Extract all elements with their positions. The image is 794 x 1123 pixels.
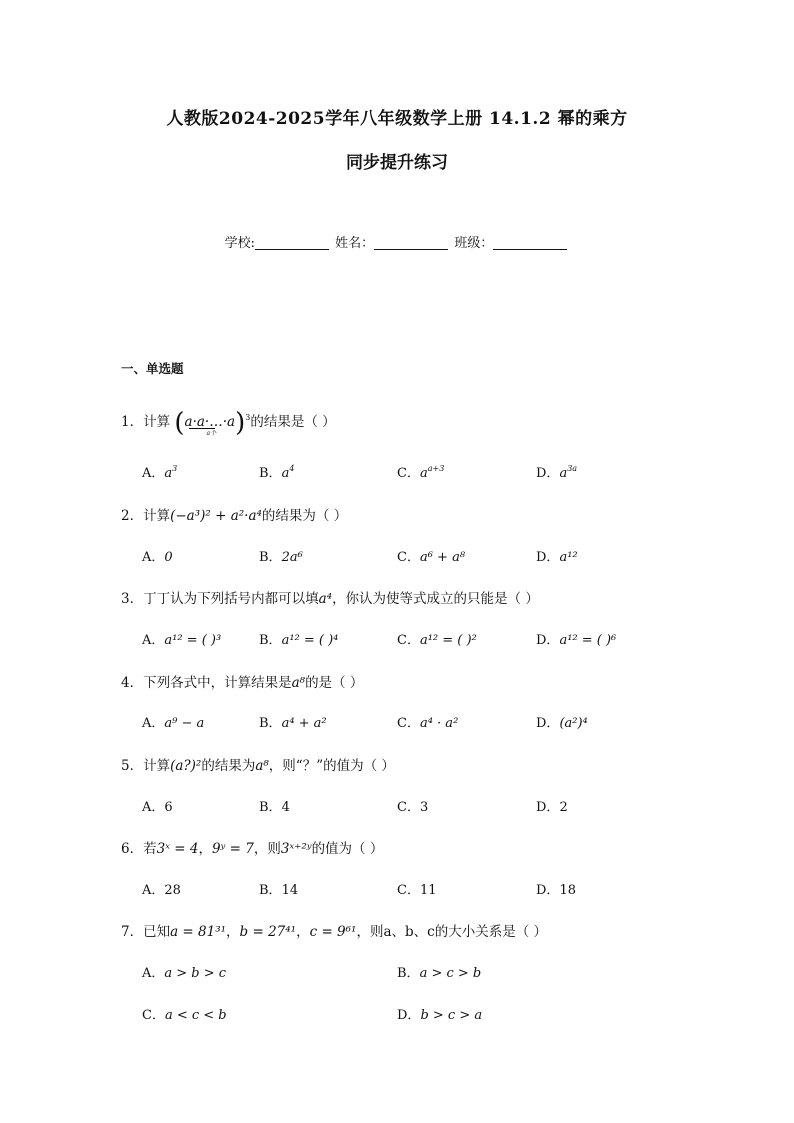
class-blank[interactable] <box>493 235 567 250</box>
option-a[interactable]: A．0 <box>142 550 173 565</box>
option-c[interactable]: C．a⁴ · a² <box>397 716 459 731</box>
class-label: 班级： <box>454 236 494 251</box>
question-1: 1．计算 (a·a·…·a a个 )$^3$的结果是（ ） <box>121 408 336 438</box>
option-a[interactable]: A．a > b > c <box>142 966 227 981</box>
option-d[interactable]: D．2 <box>536 800 568 815</box>
question-prefix: 计算 <box>143 414 171 430</box>
option-a[interactable]: A．$a^3$ <box>142 464 178 481</box>
question-7: 7．已知a = 81³¹，b = 27⁴¹，c = 9⁶¹，则a、b、c的大小关系是（ ） <box>121 924 548 940</box>
option-c[interactable]: C．a < c < b <box>142 1008 227 1023</box>
option-d[interactable]: D．18 <box>536 883 576 898</box>
option-b[interactable]: B．$a^4$ <box>259 464 295 481</box>
underbrace-label: a个 <box>206 430 217 437</box>
name-blank[interactable] <box>374 235 448 250</box>
option-a[interactable]: A．28 <box>142 883 181 898</box>
question-number: 1． <box>121 414 144 430</box>
option-d[interactable]: D．b > c > a <box>397 1008 483 1023</box>
name-label: 姓名： <box>335 236 375 251</box>
page-subtitle: 同步提升练习 <box>346 153 448 173</box>
option-d[interactable]: D．a¹² = ( )⁶ <box>536 633 617 648</box>
option-d[interactable]: D．a¹² <box>536 550 578 565</box>
option-b[interactable]: B．a¹² = ( )⁴ <box>259 633 339 648</box>
option-c[interactable]: C．$a^{a+3}$ <box>397 464 445 481</box>
question-2: 2．计算(−a³)² + a²·a⁴的结果为（ ） <box>121 508 348 524</box>
option-b[interactable]: B．a > c > b <box>397 966 482 981</box>
question-6: 6．若3ˣ = 4，9ʸ = 7，则3ˣ⁺²ʸ的值为（ ） <box>121 841 384 857</box>
school-blank[interactable] <box>255 235 329 250</box>
option-c[interactable]: C．11 <box>397 883 437 898</box>
option-d[interactable]: D．$a^{3a}$ <box>536 464 578 481</box>
option-d[interactable]: D．(a²)⁴ <box>536 716 588 731</box>
option-b[interactable]: B．4 <box>259 800 290 815</box>
outer-power: 3 <box>245 413 251 422</box>
question-3: 3．丁丁认为下列括号内都可以填a⁴，你认为使等式成立的只能是（ ） <box>121 591 539 607</box>
option-c[interactable]: C．3 <box>397 800 429 815</box>
question-4: 4．下列各式中，计算结果是a⁸的是（ ） <box>121 675 364 691</box>
option-c[interactable]: C．a¹² = ( )² <box>397 633 477 648</box>
product-expression: a·a·…·a a个 <box>184 414 236 437</box>
option-b[interactable]: B．a⁴ + a² <box>259 716 327 731</box>
expression: (−a³)² + a²·a⁴ <box>170 508 262 524</box>
student-info-line <box>0 232 794 251</box>
page-title: 人教版2024-2025学年八年级数学上册 14.1.2 幂的乘方 <box>166 109 628 129</box>
question-suffix: 的结果是（ ） <box>250 414 336 430</box>
school-label: 学校: <box>224 236 256 251</box>
option-b[interactable]: B．14 <box>259 883 299 898</box>
option-b[interactable]: B．2a⁶ <box>259 550 303 565</box>
option-a[interactable]: A．a⁹ − a <box>142 716 205 731</box>
option-a[interactable]: A．6 <box>142 800 173 815</box>
option-c[interactable]: C．a⁶ + a⁸ <box>397 550 466 565</box>
option-a[interactable]: A．a¹² = ( )³ <box>142 633 222 648</box>
section-title: 一、单选题 <box>121 361 184 376</box>
question-5: 5．计算(a?)²的结果为a⁸，则“？”的值为（ ） <box>121 758 395 774</box>
